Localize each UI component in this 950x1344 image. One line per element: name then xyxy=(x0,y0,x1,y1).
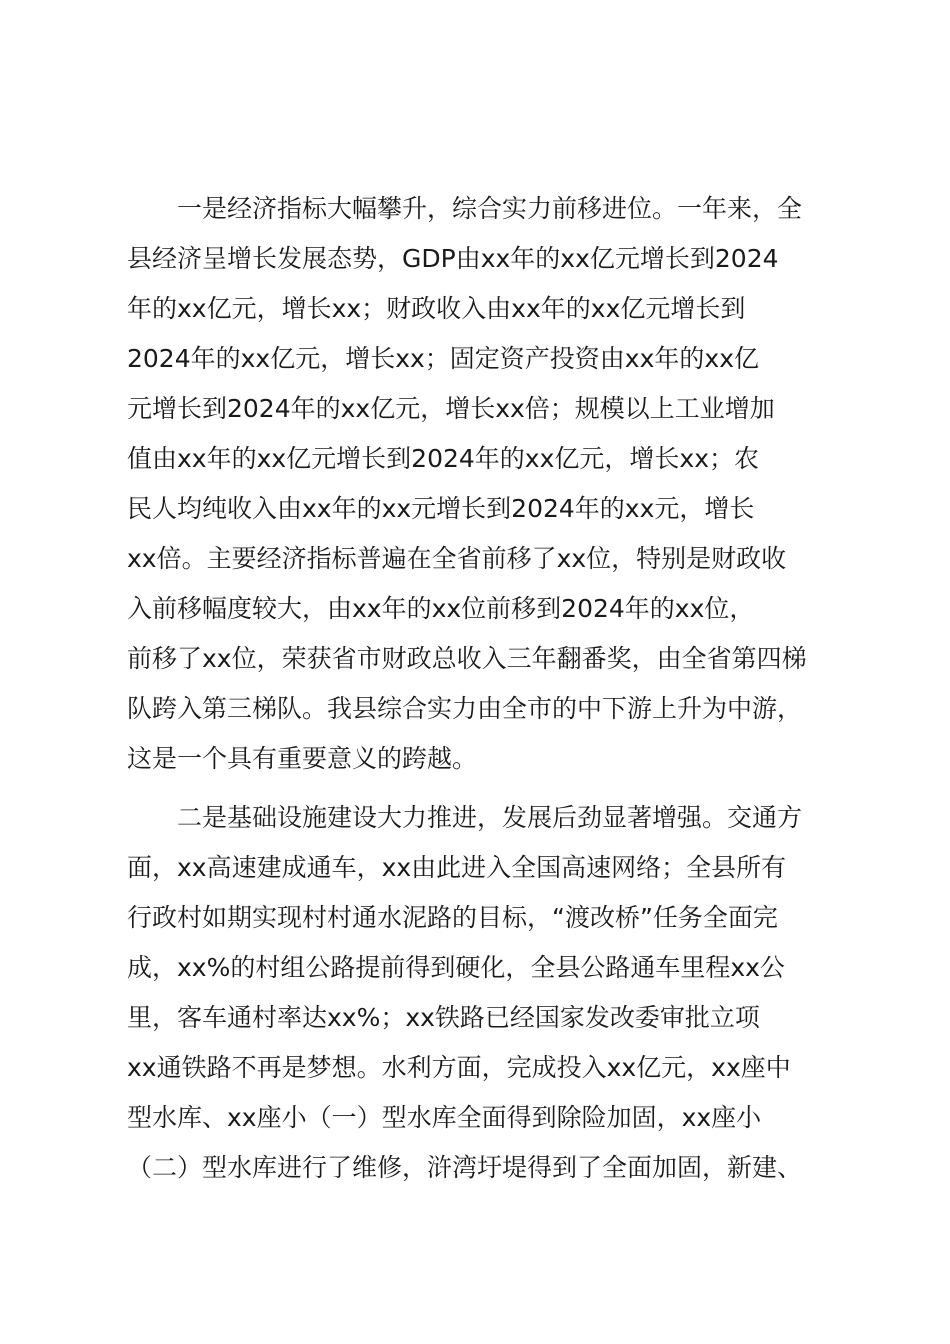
text-line xyxy=(127,434,833,484)
text-line xyxy=(127,1043,833,1093)
text-line xyxy=(127,234,833,284)
text-line xyxy=(127,534,833,584)
text-line xyxy=(127,893,833,943)
text-line xyxy=(127,843,833,893)
text-line-content: 年的xx亿元，增长xx；财政收入由xx年的xx亿元增长到 xyxy=(127,294,746,323)
text-line xyxy=(127,334,833,384)
text-line-content: 成，xx%的村组公路提前得到硬化，全县公路通车里程xx公 xyxy=(127,953,785,982)
text-line xyxy=(127,734,833,784)
text-line xyxy=(127,284,833,334)
text-line-content: 值由xx年的xx亿元增长到2024年的xx亿元，增长xx；农 xyxy=(127,444,759,473)
paragraph-infrastructure xyxy=(127,793,833,1193)
paragraph-spacing xyxy=(127,784,833,793)
text-line xyxy=(127,184,833,234)
text-line-content: 里，客车通村率达xx%；xx铁路已经国家发改委审批立项 xyxy=(127,1003,760,1032)
text-line-content: 2024年的xx亿元，增长xx；固定资产投资由xx年的xx亿 xyxy=(127,344,759,373)
paragraph-economic-indicators xyxy=(127,184,833,784)
text-line xyxy=(127,1093,833,1143)
text-line xyxy=(127,384,833,434)
text-line-content: 前移了xx位，荣获省市财政总收入三年翻番奖，由全省第四梯 xyxy=(127,644,807,673)
text-line-content: 一是经济指标大幅攀升，综合实力前移进位。一年来，全 xyxy=(177,194,803,223)
text-line-content: 队跨入第三梯队。我县综合实力由全市的中下游上升为中游， xyxy=(127,694,803,723)
text-line xyxy=(127,634,833,684)
text-line xyxy=(127,793,833,843)
text-line-content: 型水库、xx座小（一）型水库全面得到除险加固，xx座小 xyxy=(127,1103,762,1132)
text-line-content: 元增长到2024年的xx亿元，增长xx倍；规模以上工业增加 xyxy=(127,394,775,423)
text-line-content: 入前移幅度较大，由xx年的xx位前移到2024年的xx位， xyxy=(127,594,755,623)
text-line xyxy=(127,584,833,634)
text-line-content: 行政村如期实现村村通水泥路的目标，“渡改桥”任务全面完 xyxy=(127,903,778,932)
text-line xyxy=(127,684,833,734)
text-line-content: 面，xx高速建成通车，xx由此进入全国高速网络；全县所有 xyxy=(127,853,787,882)
text-line-content: 这是一个具有重要意义的跨越。 xyxy=(127,744,478,773)
text-line xyxy=(127,1143,833,1193)
text-line-content: 二是基础设施建设大力推进，发展后劲显著增强。交通方 xyxy=(177,803,803,832)
text-line xyxy=(127,943,833,993)
document-body xyxy=(127,184,833,1193)
text-line xyxy=(127,993,833,1043)
text-line-content: xx倍。主要经济指标普遍在全省前移了xx位，特别是财政收 xyxy=(127,544,787,573)
text-line xyxy=(127,484,833,534)
text-line-content: xx通铁路不再是梦想。水利方面，完成投入xx亿元，xx座中 xyxy=(127,1053,791,1082)
text-line-content: 民人均纯收入由xx年的xx元增长到2024年的xx元，增长 xyxy=(127,494,755,523)
text-line-content: （二）型水库进行了维修，浒湾圩堤得到了全面加固，新建、 xyxy=(127,1153,803,1182)
text-line-content: 县经济呈增长发展态势，GDP由xx年的xx亿元增长到2024 xyxy=(127,244,779,273)
